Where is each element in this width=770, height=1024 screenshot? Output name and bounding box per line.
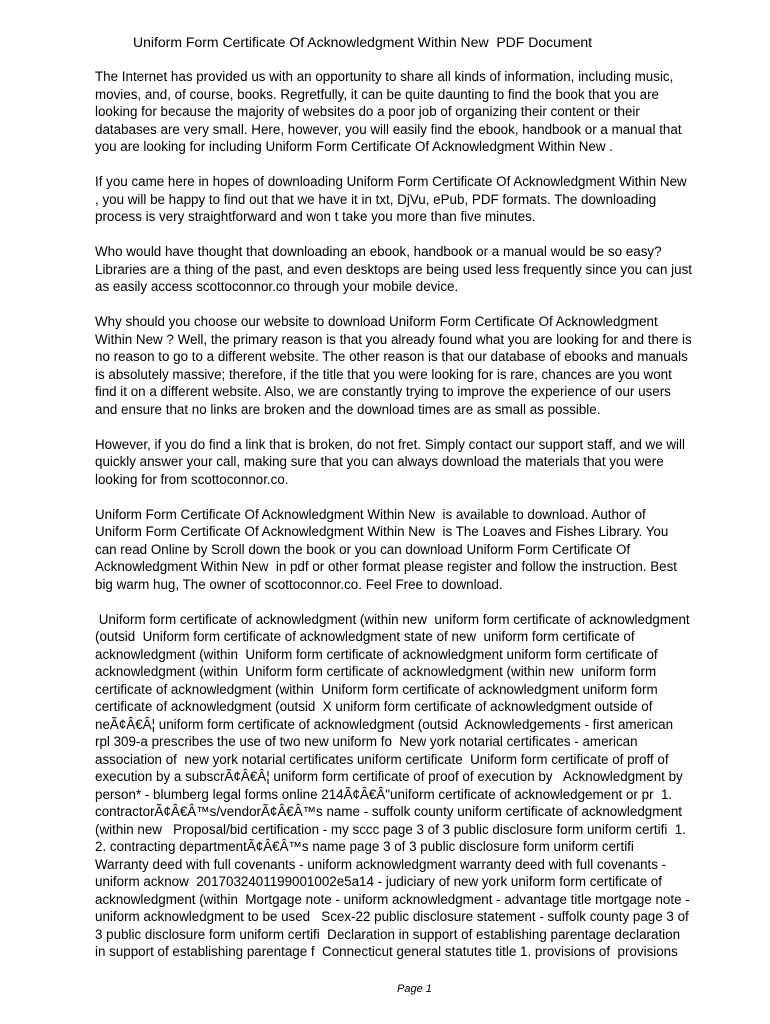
page-number: Page 1: [397, 983, 432, 995]
page-title: Uniform Form Certificate Of Acknowledgment Within New PDF Document: [133, 34, 593, 50]
paragraph-ease: Who would have thought that downloading an ebook, handbook or a manual would be so easy? Libraries are a thing of the past, and even desktops are being used less frequently since you can just as easily access scottoconnor.co through your mobile device.: [95, 244, 692, 294]
paragraph-intro: The Internet has provided us with an opportunity to share all kinds of information, including music, movies, and, of course, books. Regretfully, it can be quite daunting to find the book that you are looking for because the majority of websites do a poor job of organizing their content or their databases are very small. Here, however, you will easily find the ebook, handbook or a manual that you are looking for including Uniform Form Certificate Of Acknowledgment Within New .: [95, 69, 682, 154]
paragraph-download-formats: If you came here in hopes of downloading Uniform Form Certificate Of Acknowledgment Within New , you will be happy to find out that we have it in txt, DjVu, ePub, PDF formats. The downloading process is very straightforward and won t take you more than five minutes.: [95, 174, 687, 224]
paragraph-why-choose: Why should you choose our website to download Uniform Form Certificate Of Acknowledgment Within New ? Well, the primary reason is that you already found what you are looking for and there is no reason to go to a different website. The other reason is that our database of ebooks and manuals is absolutely massive; therefore, if the title that you were looking for is rare, chances are you wont find it on a different website. Also, we are constantly trying to improve the experience of our users and ensure that no links are broken and the download times are as small as possible.: [95, 314, 692, 417]
paragraph-availability: Uniform Form Certificate Of Acknowledgment Within New is available to download. Author of Uniform Form Certificate Of Acknowledgment Within New is The Loaves and Fishes Library. You can read Online by Scroll down the book or you can download Uniform Form Certificate Of Acknowledgment Within New in pdf or other format please register and follow the instruction. Best big warm hug, The owner of scottoconnor.co. Feel Free to download.: [95, 506, 678, 592]
paragraph-broken-link: However, if you do find a link that is broken, do not fret. Simply contact our support staff, and we will quickly answer your call, making sure that you can always download the materials that you were looking for from scottoconnor.co.: [95, 436, 685, 487]
paragraph-keywords: Uniform form certificate of acknowledgment (within new uniform form certificate of acknowledgment (outsid Uniform form certificate of acknowledgment state of new uniform form certificate of acknowledgment (within Uniform form certificate of acknowledgment uniform form certificate of acknowledgment (within Uniform form certificate of acknowledgment (within new uniform form certificate of acknowledgment (within Uniform form certificate of acknowledgment uniform form certificate of acknowledgment (outsid X uniform form certificate of acknowledgment outside of neÃ¢Â€Â¦ uniform form certificate of acknowledgment (outsid Acknowledgements - first american rpl 309-a prescribes the use of two new uniform fo New york notarial certificates - american association of new york notarial certificates uniform certificate Uniform form certificate of proff of execution by a subscrÃ¢Â€Â¦ uniform form certificate of proof of execution by Acknowledgment by person* - blumberg legal forms online 214Ã¢Â€Â"uniform certificate of acknowledgement or pr 1. contractorÃ¢Â€Â™s/vendorÃ¢Â€Â™s name - suffolk county uniform certificate of acknowledgment (within new Proposal/bid certification - my sccc page 3 of 3 public disclosure form uniform certifi 1. 2. contracting departmentÃ¢Â€Â™s name page 3 of 3 public disclosure form uniform certifi Warranty deed with full covenants - uniform acknowledgment warranty deed with full covenants - uniform acknow 2017032401199001002e5a14 - judiciary of new york uniform form certificate of acknowledgment (within Mortgage note - uniform acknowledgment - advantage title mortgage note - uniform acknowledgment to be used Scex-22 public disclosure statement - suffolk county page 3 of 3 public disclosure form uniform certifi Declaration in support of establishing parentage declaration in support of establishing parentage f Connecticut general statutes title 1. provisions of provisions: [95, 611, 690, 959]
document-body: [95, 68, 735, 978]
